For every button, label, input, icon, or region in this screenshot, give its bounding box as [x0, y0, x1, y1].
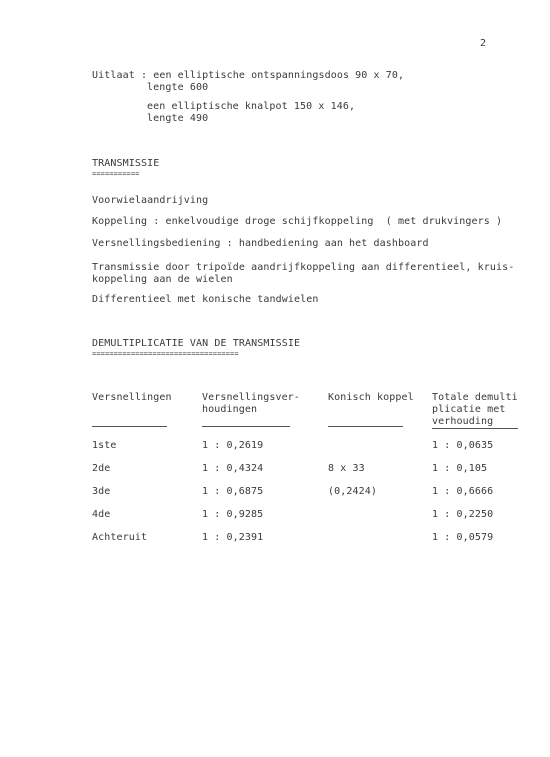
text-front-wheel-drive: Voorwielaandrijving	[92, 195, 209, 206]
cell-ratio: 1 : 0,2391	[202, 532, 264, 543]
exhaust-line-4: lengte 490	[147, 113, 209, 124]
text-differential: Differentieel met konische tandwielen	[92, 294, 319, 305]
exhaust-line-3: een elliptische knalpot 150 x 146,	[147, 101, 356, 112]
cell-total: 1 : 0,105	[432, 463, 488, 474]
cell-ratio: 1 : 0,4324	[202, 463, 264, 474]
exhaust-line-1: Uitlaat : een elliptische ontspanningsdoos 90 x 70,	[92, 70, 405, 81]
section-heading-transmission: TRANSMISSIE	[92, 158, 160, 169]
cell-total: 1 : 0,0579	[432, 532, 494, 543]
heading-rule-transmission: ===========	[92, 170, 140, 178]
cell-gear: Achteruit	[92, 532, 148, 543]
col-header-ratios-1: Versnellingsver-	[202, 392, 300, 403]
cell-total: 1 : 0,0635	[432, 440, 494, 451]
underline-gears	[92, 426, 167, 427]
cell-gear: 3de	[92, 486, 111, 497]
heading-rule-demultiplication: ==================================	[92, 350, 239, 358]
col-header-total-3: verhouding	[432, 416, 494, 427]
cell-gear: 1ste	[92, 440, 117, 451]
cell-gear: 4de	[92, 509, 111, 520]
exhaust-line-2: lengte 600	[147, 82, 209, 93]
underline-total	[432, 428, 518, 429]
text-tripod-transmission-2: koppeling aan de wielen	[92, 274, 233, 285]
text-tripod-transmission-1: Transmissie door tripoïde aandrijfkoppeling aan differentieel, kruis-	[92, 262, 515, 273]
cell-ratio: 1 : 0,6875	[202, 486, 264, 497]
col-header-ratios-2: houdingen	[202, 404, 258, 415]
col-header-total-1: Totale demulti	[432, 392, 518, 403]
cell-gear: 2de	[92, 463, 111, 474]
col-header-bevel: Konisch koppel	[328, 392, 414, 403]
cell-bevel: (0,2424)	[328, 486, 377, 497]
section-heading-demultiplication: DEMULTIPLICATIE VAN DE TRANSMISSIE	[92, 338, 301, 349]
cell-ratio: 1 : 0,9285	[202, 509, 264, 520]
page-number: 2	[480, 38, 487, 49]
text-clutch: Koppeling : enkelvoudige droge schijfkoppeling ( met drukvingers )	[92, 216, 503, 227]
col-header-total-2: plicatie met	[432, 404, 506, 415]
underline-bevel	[328, 426, 403, 427]
cell-bevel: 8 x 33	[328, 463, 365, 474]
cell-total: 1 : 0,2250	[432, 509, 494, 520]
cell-total: 1 : 0,6666	[432, 486, 494, 497]
text-gear-control: Versnellingsbediening : handbediening aan het dashboard	[92, 238, 429, 249]
underline-ratios	[202, 426, 290, 427]
col-header-gears: Versnellingen	[92, 392, 172, 403]
cell-ratio: 1 : 0,2619	[202, 440, 264, 451]
